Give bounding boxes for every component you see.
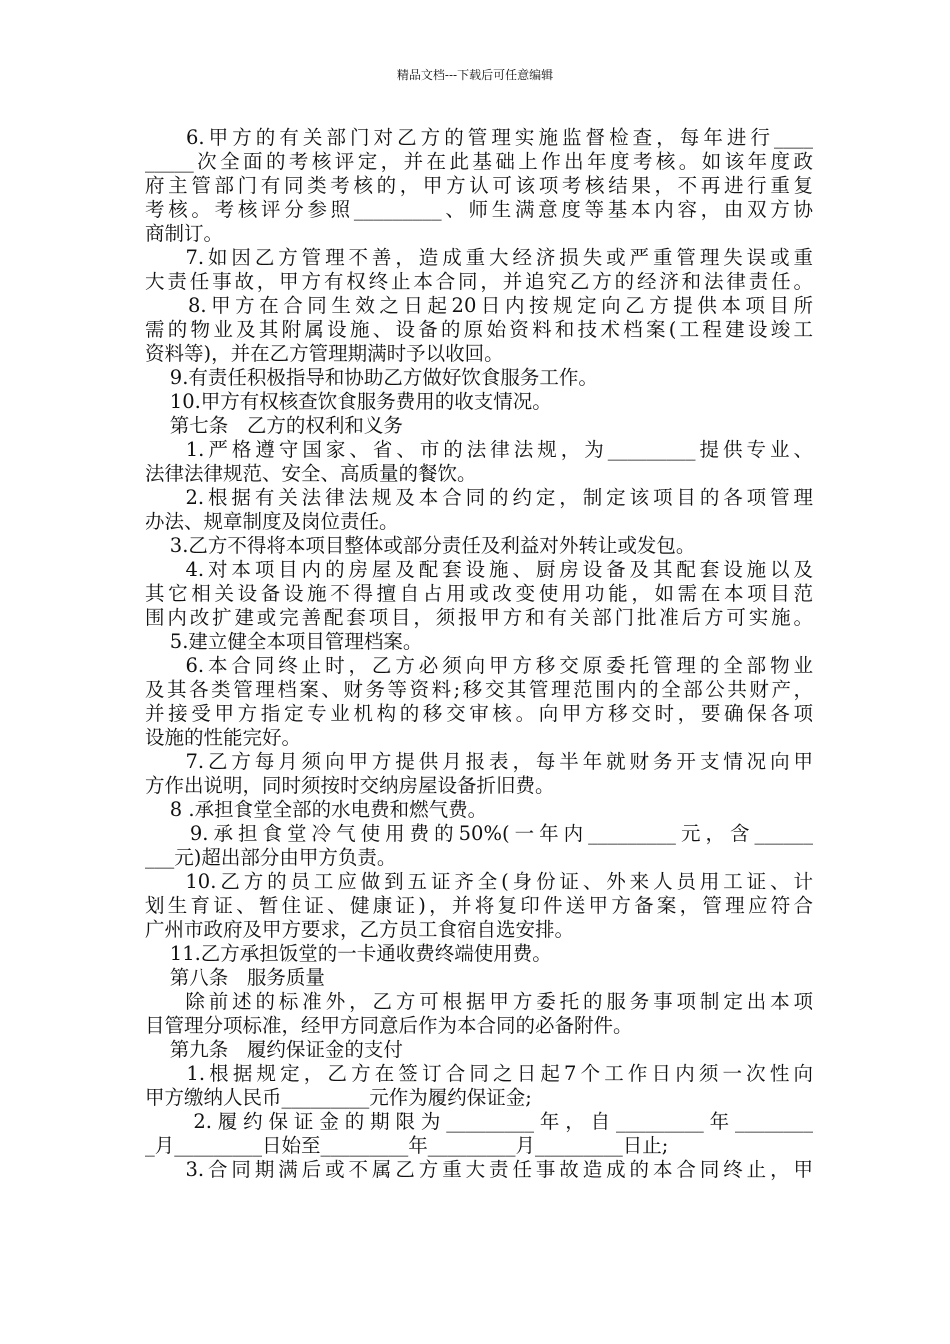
text-line: 9.有责任积极指导和协助乙方做好饮食服务工作。	[145, 366, 598, 389]
text-line: 目管理分项标准，经甲方同意后作为本合同的必备附件。	[145, 1014, 633, 1037]
text-line: 10.甲方有权核查饮食服务费用的收支情况。	[145, 390, 552, 413]
text-line: 围内改扩建或完善配套项目，须报甲方和有关部门批准后方可实施。	[145, 606, 813, 629]
text-line: 5.建立健全本项目管理档案。	[145, 630, 423, 653]
text-line: 8.甲方在合同生效之日起20日内按规定向乙方提供本项目所	[145, 294, 813, 317]
text-line: 11.乙方承担饭堂的一卡通收费终端使用费。	[145, 942, 552, 965]
text-line: 及其各类管理档案、财务等资料;移交其管理范围内的全部公共财产，	[145, 678, 813, 701]
text-line: 1.根据规定，乙方在签订合同之日起7个工作日内须一次性向	[145, 1062, 813, 1085]
text-line: 法律法律规范、安全、高质量的餐饮。	[145, 462, 477, 485]
text-line: 设施的性能完好。	[145, 726, 302, 749]
text-line: 府主管部门有同类考核的，甲方认可该项考核结果，不再进行重复	[145, 174, 813, 197]
text-line: 第七条 乙方的权利和义务	[145, 414, 403, 437]
text-line: 广州市政府及甲方要求，乙方员工食宿自选安排。	[145, 918, 575, 941]
text-line: 甲方缴纳人民币_________元作为履约保证金;	[145, 1086, 532, 1109]
text-line: 考核。考核评分参照_________、师生满意度等基本内容，由双方协	[145, 198, 813, 221]
text-line: 7.乙方每月须向甲方提供月报表，每半年就财务开支情况向甲	[145, 750, 813, 773]
text-line: 10.乙方的员工应做到五证齐全(身份证、外来人员用工证、计	[145, 870, 813, 893]
text-line: 2.根据有关法律法规及本合同的约定，制定该项目的各项管理	[145, 486, 813, 509]
text-line: ___元)超出部分由甲方负责。	[145, 846, 397, 869]
text-line: 办法、规章制度及岗位责任。	[145, 510, 399, 533]
text-line: 大责任事故，甲方有权终止本合同，并追究乙方的经济和法律责任。	[145, 270, 813, 293]
page-header: 精品文档---下载后可任意编辑	[396, 68, 554, 82]
text-line: 第八条 服务质量	[145, 966, 325, 989]
text-line: 7.如因乙方管理不善，造成重大经济损失或严重管理失误或重	[145, 246, 813, 269]
text-line: 2.履约保证金的期限为_________年，自_________年________	[145, 1110, 813, 1133]
text-line: 4.对本项目内的房屋及配套设施、厨房设备及其配套设施以及	[145, 558, 813, 581]
text-line: 3.乙方不得将本项目整体或部分责任及利益对外转让或发包。	[145, 534, 696, 557]
text-line: 商制订。	[145, 222, 224, 245]
text-line: 资料等)，并在乙方管理期满时予以收回。	[145, 342, 504, 365]
text-line: _____次全面的考核评定，并在此基础上作出年度考核。如该年度政	[145, 150, 813, 173]
text-line: 6.甲方的有关部门对乙方的管理实施监督检查，每年进行____	[145, 126, 813, 149]
text-line: 方作出说明，同时须按时交纳房屋设备折旧费。	[145, 774, 555, 797]
text-line: 9.承担食堂冷气使用费的50%(一年内_________元，含______	[145, 822, 813, 845]
text-line: 划生育证、暂住证、健康证)，并将复印件送甲方备案，管理应符合	[145, 894, 813, 917]
text-line: 1.严格遵守国家、省、市的法律法规，为_________提供专业、	[145, 438, 813, 461]
text-line: 6.本合同终止时，乙方必须向甲方移交原委托管理的全部物业	[145, 654, 813, 677]
text-line: 第九条 履约保证金的支付	[145, 1038, 403, 1061]
text-line: 并接受甲方指定专业机构的移交审核。向甲方移交时，要确保各项	[145, 702, 813, 725]
text-line: 8 .承担食堂全部的水电费和燃气费。	[145, 798, 488, 821]
text-line: 3.合同期满后或不属乙方重大责任事故造成的本合同终止，甲	[145, 1158, 813, 1181]
text-line: 其它相关设备设施不得擅自占用或改变使用功能，如需在本项目范	[145, 582, 813, 605]
text-line: 除前述的标准外，乙方可根据甲方委托的服务事项制定出本项	[145, 990, 813, 1013]
text-line: 需的物业及其附属设施、设备的原始资料和技术档案(工程建设竣工	[145, 318, 813, 341]
document-body	[145, 126, 813, 1182]
text-line: _月_________日始至_________年_________月_________日止;	[145, 1134, 669, 1157]
